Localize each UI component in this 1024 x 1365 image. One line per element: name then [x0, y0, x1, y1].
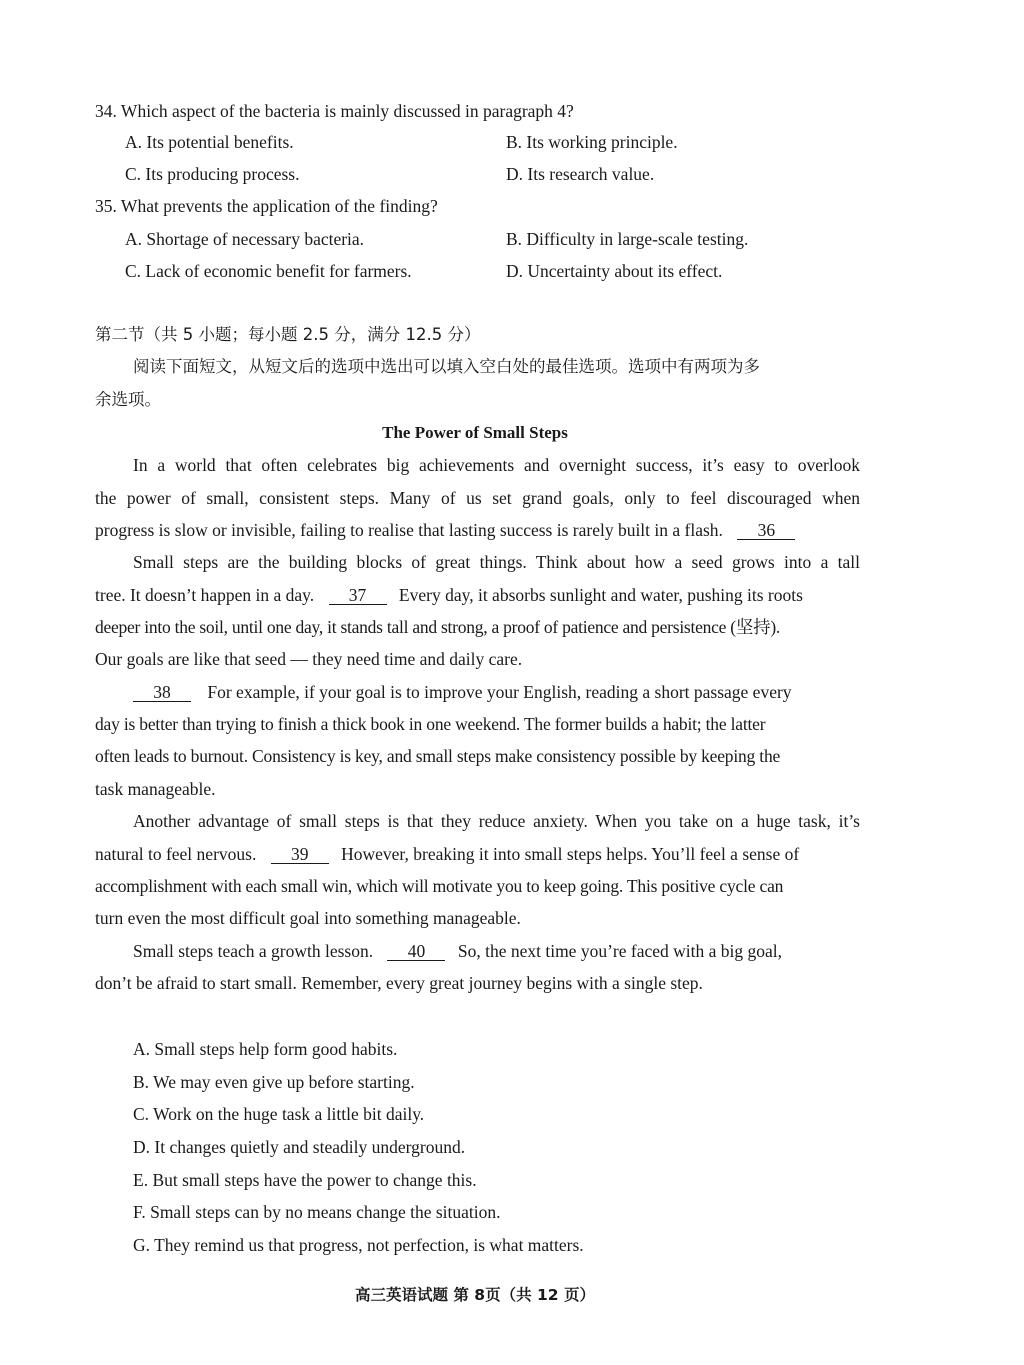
question-35-stem: 35. What prevents the application of the finding?	[95, 196, 438, 216]
paragraph-1-line-1: In a world that often celebrates big achievements and overnight success, it’s easy to overlook	[133, 455, 860, 475]
paragraph-2-line-1: Small steps are the building blocks of great things. Think about how a seed grows into a tall	[133, 552, 860, 572]
paragraph-2-line-2-text-b: Every day, it absorbs sunlight and water, pushing its roots	[398, 585, 803, 605]
blank-37: 37	[329, 586, 387, 605]
paragraph-4-line-1: Another advantage of small steps is that they reduce anxiety. When you take on a huge task, it’s	[133, 811, 860, 831]
section-instruction-line1: 阅读下面短文，从短文后的选项中选出可以填入空白处的最佳选项。选项中有两项为多	[133, 357, 760, 376]
passage-title: The Power of Small Steps	[382, 423, 568, 442]
blank-36: 36	[737, 521, 795, 540]
paragraph-2-line-3: deeper into the soil, until one day, it stands tall and strong, a proof of patience and persistence (坚持).	[95, 617, 781, 637]
q34-option-b: B. Its working principle.	[506, 132, 678, 152]
q34-option-d: D. Its research value.	[506, 164, 655, 184]
choice-b: B. We may even give up before starting.	[133, 1072, 415, 1092]
page-footer: 高三英语试题 第 8页（共 12 页）	[355, 1286, 595, 1304]
choice-e: E. But small steps have the power to change this.	[133, 1170, 477, 1190]
paragraph-1-line-3-text: progress is slow or invisible, failing to realise that lasting success is rarely built in a flash.	[95, 520, 723, 540]
paragraph-1-line-2: the power of small, consistent steps. Many of us set grand goals, only to feel discouraged when	[95, 488, 860, 508]
q35-option-b: B. Difficulty in large-scale testing.	[506, 229, 749, 249]
paragraph-4-line-3: accomplishment with each small win, which will motivate you to keep going. This positive cycle can	[95, 876, 784, 896]
section-instruction-line2: 余选项。	[95, 390, 161, 409]
paragraph-3-line-1-text: For example, if your goal is to improve your English, reading a short passage every	[207, 682, 792, 702]
paragraph-4-line-2	[95, 844, 860, 864]
paragraph-3-line-2: day is better than trying to finish a thick book in one weekend. The former builds a habit; the latter	[95, 714, 766, 734]
blank-38: 38	[133, 683, 191, 702]
blank-39: 39	[271, 845, 329, 864]
paragraph-3-line-1	[133, 682, 860, 702]
q34-option-a: A. Its potential benefits.	[125, 132, 294, 152]
paragraph-2-line-2-text-a: tree. It doesn’t happen in a day.	[95, 585, 315, 605]
choice-c: C. Work on the huge task a little bit daily.	[133, 1104, 425, 1124]
q34-option-c: C. Its producing process.	[125, 164, 300, 184]
choice-a: A. Small steps help form good habits.	[133, 1039, 398, 1059]
paragraph-2-line-4: Our goals are like that seed — they need time and daily care.	[95, 649, 523, 669]
paragraph-1-line-3	[95, 520, 860, 540]
blank-40: 40	[387, 942, 445, 961]
choice-g: G. They remind us that progress, not perfection, is what matters.	[133, 1235, 584, 1255]
q35-option-c: C. Lack of economic benefit for farmers.	[125, 261, 412, 281]
paragraph-3-line-4: task manageable.	[95, 779, 216, 799]
paragraph-4-line-2-text-b: However, breaking it into small steps helps. You’ll feel a sense of	[341, 844, 800, 864]
paragraph-5-line-2: don’t be afraid to start small. Remember, every great journey begins with a single step.	[95, 973, 703, 993]
question-34-stem: 34. Which aspect of the bacteria is mainly discussed in paragraph 4?	[95, 101, 574, 121]
q35-option-a: A. Shortage of necessary bacteria.	[125, 229, 365, 249]
q35-option-d: D. Uncertainty about its effect.	[506, 261, 723, 281]
section-heading: 第二节（共 5 小题；每小题 2.5 分，满分 12.5 分）	[95, 325, 481, 344]
choice-f: F. Small steps can by no means change the situation.	[133, 1202, 501, 1222]
paragraph-2-line-2	[95, 585, 860, 605]
paragraph-5-line-1-text-b: So, the next time you’re faced with a big goal,	[457, 941, 783, 961]
paragraph-5-line-1-text-a: Small steps teach a growth lesson.	[133, 941, 374, 961]
paragraph-4-line-2-text-a: natural to feel nervous.	[95, 844, 257, 864]
paragraph-5-line-1	[133, 941, 860, 961]
paragraph-3-line-3: often leads to burnout. Consistency is key, and small steps make consistency possible by keeping the	[95, 746, 781, 766]
paragraph-4-line-4: turn even the most difficult goal into something manageable.	[95, 908, 521, 928]
choice-d: D. It changes quietly and steadily underground.	[133, 1137, 466, 1157]
